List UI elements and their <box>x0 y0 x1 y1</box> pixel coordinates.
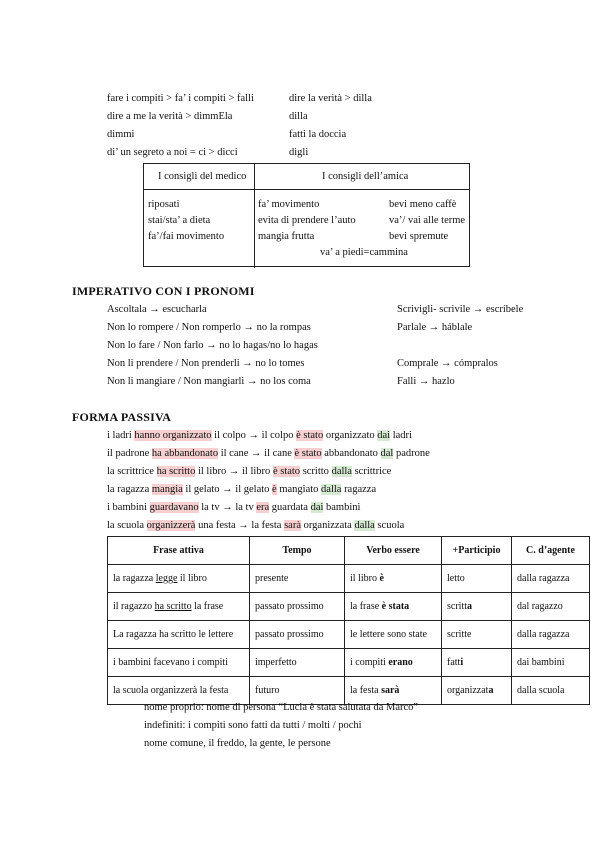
advice-amica: evita di prendere l’auto <box>258 215 356 226</box>
example-text: ragazza <box>341 484 377 495</box>
note-line: nome comune, il freddo, la gente, le persone <box>144 738 331 749</box>
example-text: ladri <box>390 430 412 441</box>
table-header-row <box>108 537 590 565</box>
passive-example <box>107 519 404 533</box>
column-header: Tempo <box>250 537 345 565</box>
section-title: FORMA PASSIVA <box>72 410 172 424</box>
passive-table <box>107 536 590 705</box>
cell-text: la frase <box>191 601 224 612</box>
essere-verb: è stato <box>294 448 322 459</box>
example-text: scrittrice <box>351 466 392 477</box>
essere-verb: era <box>256 502 270 513</box>
column-header: Verbo essere <box>345 537 442 565</box>
cell-text: i compiti <box>350 657 389 668</box>
table-row <box>108 649 590 677</box>
advice-amica: va’ a piedi=cammina <box>320 247 408 258</box>
cell-agente: dal ragazzo <box>512 593 590 621</box>
intro-line: fatti la doccia <box>289 129 347 140</box>
advice-table <box>143 163 470 267</box>
cell-frase-attiva <box>108 621 250 649</box>
agent-prep: dal <box>380 448 394 459</box>
cell-tempo: imperfetto <box>250 649 345 677</box>
cell-frase-attiva <box>108 565 250 593</box>
cell-participio <box>442 649 512 677</box>
example-text: padrone <box>393 448 430 459</box>
cell-text: il ragazzo <box>113 601 155 612</box>
example-text: il gelato → il gelato <box>182 484 273 495</box>
cell-text: erano <box>388 657 413 668</box>
advice-amica: va’/ vai alle terme <box>389 215 466 226</box>
cell-verbo <box>345 593 442 621</box>
cell-verbo <box>345 649 442 677</box>
cell-tempo: futuro <box>250 677 345 705</box>
passive-example <box>107 465 391 479</box>
example-text: il libro → il libro <box>195 466 273 477</box>
table-row <box>108 593 590 621</box>
cell-text: a <box>488 685 494 696</box>
cell-text: i <box>460 657 464 668</box>
table-divider <box>144 189 469 190</box>
list-item: Falli → hazlo <box>397 376 455 387</box>
column-header: +Participio <box>442 537 512 565</box>
advice-medico: fa’/fai movimento <box>148 231 225 242</box>
example-text: la scuola <box>107 520 147 531</box>
active-verb: ha scritto <box>156 466 196 477</box>
cell-verbo <box>345 621 442 649</box>
active-verb: mangia <box>151 484 183 495</box>
column-header: Frase attiva <box>108 537 250 565</box>
cell-frase-attiva <box>108 593 250 621</box>
intro-line: di’ un segreto a noi = ci > dicci <box>107 147 238 158</box>
cell-text: il libro <box>350 573 380 584</box>
cell-text: letto <box>447 573 465 584</box>
cell-text: a <box>467 601 472 612</box>
agent-prep: dalla <box>331 466 352 477</box>
list-item: Comprale → cómpralos <box>397 358 498 369</box>
passive-example <box>107 483 376 497</box>
cell-frase-attiva <box>108 649 250 677</box>
cell-text: è stata <box>381 601 410 612</box>
advice-amica: fa’ movimento <box>258 199 320 210</box>
example-text: bambini <box>323 502 361 513</box>
example-text: organizzata <box>300 520 355 531</box>
active-verb: hanno organizzato <box>134 430 212 441</box>
essere-verb: sarà <box>284 520 301 531</box>
cell-text: scritte <box>447 629 472 640</box>
passive-example <box>107 429 412 443</box>
cell-participio <box>442 677 512 705</box>
cell-text: la festa <box>350 685 382 696</box>
column-header: C. d’agente <box>512 537 590 565</box>
cell-participio <box>442 621 512 649</box>
cell-text: il libro <box>177 573 207 584</box>
intro-line: dimmi <box>107 129 135 140</box>
intro-line: dilla <box>289 111 308 122</box>
cell-text: fatt <box>447 657 461 668</box>
table-header: I consigli del medico <box>158 171 247 182</box>
example-text: guardata <box>269 502 311 513</box>
intro-line: dire a me la verità > dimmEla <box>107 111 233 122</box>
intro-line: digli <box>289 147 309 158</box>
example-text: la ragazza <box>107 484 152 495</box>
advice-amica: bevi spremute <box>389 231 449 242</box>
cell-participio <box>442 593 512 621</box>
active-verb: organizzerà <box>146 520 196 531</box>
list-item: Scrivigli- scrivile → escríbele <box>397 304 524 315</box>
cell-participio <box>442 565 512 593</box>
cell-agente: dalla ragazza <box>512 565 590 593</box>
cell-agente: dalla scuola <box>512 677 590 705</box>
list-item: Non lo rompere / Non romperlo → no la rompas <box>107 322 311 333</box>
passive-example <box>107 447 430 461</box>
example-text: la scrittrice <box>107 466 157 477</box>
example-text: scritto <box>300 466 332 477</box>
table-row <box>108 565 590 593</box>
example-text: la tv → la tv <box>198 502 257 513</box>
cell-agente: dalla ragazza <box>512 621 590 649</box>
list-item: Non lo fare / Non farlo → no lo hagas/no lo hagas <box>107 340 318 351</box>
cell-text: ha scritto <box>154 601 192 612</box>
table-row <box>108 621 590 649</box>
cell-tempo: passato prossimo <box>250 593 345 621</box>
cell-agente: dai bambini <box>512 649 590 677</box>
agent-prep: dai <box>377 430 391 441</box>
example-text: il colpo → il colpo <box>211 430 297 441</box>
example-text: il cane → il cane <box>218 448 295 459</box>
cell-text: legge <box>155 573 178 584</box>
table-divider <box>254 164 255 268</box>
cell-text: la scuola organizzerà la festa <box>113 685 229 696</box>
cell-text: scritt <box>447 601 467 612</box>
cell-tempo: passato prossimo <box>250 621 345 649</box>
active-verb: ha abbandonato <box>151 448 219 459</box>
note-line: indefiniti: i compiti sono fatti da tutti / molti / pochi <box>144 720 362 731</box>
advice-amica: mangia frutta <box>258 231 315 242</box>
cell-text: la ragazza <box>113 573 156 584</box>
example-text: i ladri <box>107 430 135 441</box>
advice-medico: riposati <box>148 199 180 210</box>
list-item: Ascoltala → escucharla <box>107 304 207 315</box>
cell-text: i bambini facevano i compiti <box>113 657 228 668</box>
advice-amica: bevi meno caffè <box>389 199 457 210</box>
list-item: Non li mangiare / Non mangiarli → no los coma <box>107 376 311 387</box>
agent-prep: dai <box>310 502 324 513</box>
cell-text: è <box>379 573 384 584</box>
section-title: IMPERATIVO CON I PRONOMI <box>72 284 255 298</box>
example-text: i bambini <box>107 502 150 513</box>
cell-text: le lettere sono state <box>350 629 427 640</box>
agent-prep: dalla <box>321 484 342 495</box>
list-item: Non li prendere / Non prenderli → no lo tomes <box>107 358 305 369</box>
example-text: il padrone <box>107 448 152 459</box>
intro-line: fare i compiti > fa’ i compiti > falli <box>107 93 254 104</box>
essere-verb: è stato <box>296 430 324 441</box>
essere-verb: è stato <box>272 466 301 477</box>
example-text: organizzato <box>323 430 378 441</box>
note-line: nome proprio: nome di persona “Lucia è stata salutata da Marco” <box>144 702 419 713</box>
advice-medico: stai/sta’ a dieta <box>148 215 211 226</box>
cell-text: sarà <box>381 685 400 696</box>
cell-text: La ragazza ha scritto le lettere <box>113 629 234 640</box>
example-text: abbandonato <box>321 448 381 459</box>
table-header: I consigli dell’amica <box>322 171 409 182</box>
cell-verbo <box>345 565 442 593</box>
example-text: scuola <box>374 520 405 531</box>
cell-text: organizzat <box>447 685 489 696</box>
essere-verb: è <box>272 484 277 495</box>
passive-example <box>107 501 360 515</box>
example-text: una festa → la festa <box>195 520 285 531</box>
example-text: mangiato <box>276 484 322 495</box>
cell-text: la frase <box>350 601 382 612</box>
cell-tempo: presente <box>250 565 345 593</box>
active-verb: guardavano <box>149 502 199 513</box>
agent-prep: dalla <box>354 520 375 531</box>
list-item: Parlale → háblale <box>397 322 473 333</box>
intro-line: dire la verità > dilla <box>289 93 372 104</box>
